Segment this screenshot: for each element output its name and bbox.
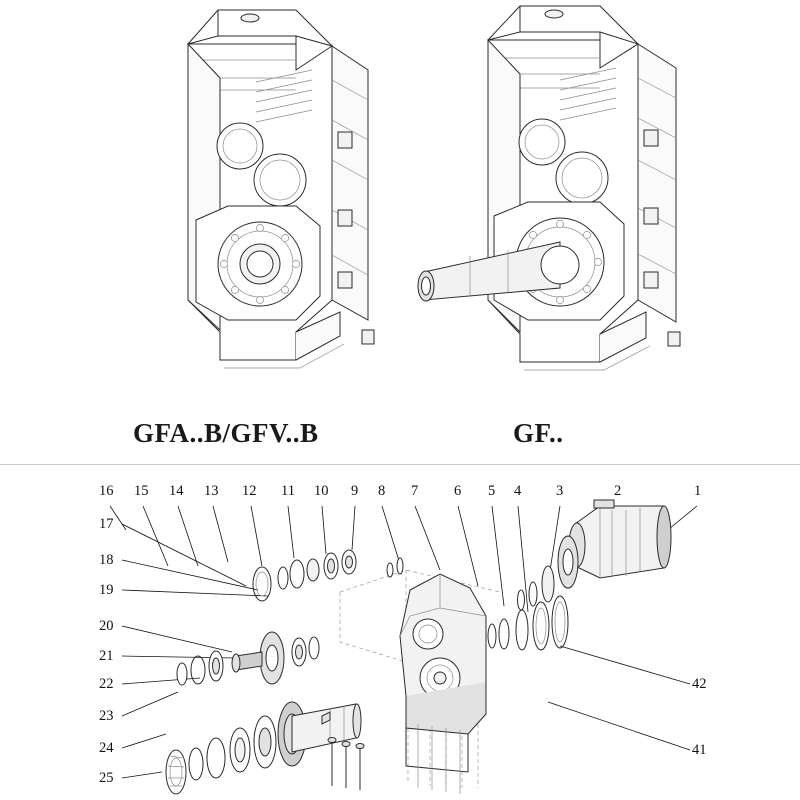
callout-9: 9 xyxy=(351,483,359,499)
caption-gfa-b-gfv-b: GFA..B/GFV..B xyxy=(133,418,319,448)
callout-7: 7 xyxy=(411,483,419,499)
callout-1: 1 xyxy=(694,483,702,499)
callout-25: 25 xyxy=(99,770,114,786)
callout-10: 10 xyxy=(314,483,329,499)
callout-2: 2 xyxy=(614,483,622,499)
gearbox-gfa-b-gfv-b-drawing xyxy=(100,0,390,400)
callout-42: 42 xyxy=(692,676,707,692)
callout-21: 21 xyxy=(99,648,114,664)
callout-18: 18 xyxy=(99,552,114,568)
callout-5: 5 xyxy=(488,483,496,499)
exploded-parts-diagram xyxy=(0,466,800,800)
section-divider xyxy=(0,464,800,465)
callout-23: 23 xyxy=(99,708,114,724)
callout-3: 3 xyxy=(556,483,564,499)
callout-6: 6 xyxy=(454,483,462,499)
callout-8: 8 xyxy=(378,483,386,499)
callout-16: 16 xyxy=(99,483,114,499)
callout-14: 14 xyxy=(169,483,184,499)
gearbox-gf-drawing xyxy=(410,0,710,400)
exploded-view-svg xyxy=(0,466,800,800)
callout-41: 41 xyxy=(692,742,707,758)
callout-4: 4 xyxy=(514,483,522,499)
callout-20: 20 xyxy=(99,618,114,634)
callout-13: 13 xyxy=(204,483,219,499)
callout-11: 11 xyxy=(281,483,295,499)
callout-22: 22 xyxy=(99,676,114,692)
caption-gf: GF.. xyxy=(513,418,564,448)
callout-19: 19 xyxy=(99,582,114,598)
callout-15: 15 xyxy=(134,483,149,499)
callout-17: 17 xyxy=(99,516,114,532)
callout-24: 24 xyxy=(99,740,114,756)
callout-12: 12 xyxy=(242,483,257,499)
